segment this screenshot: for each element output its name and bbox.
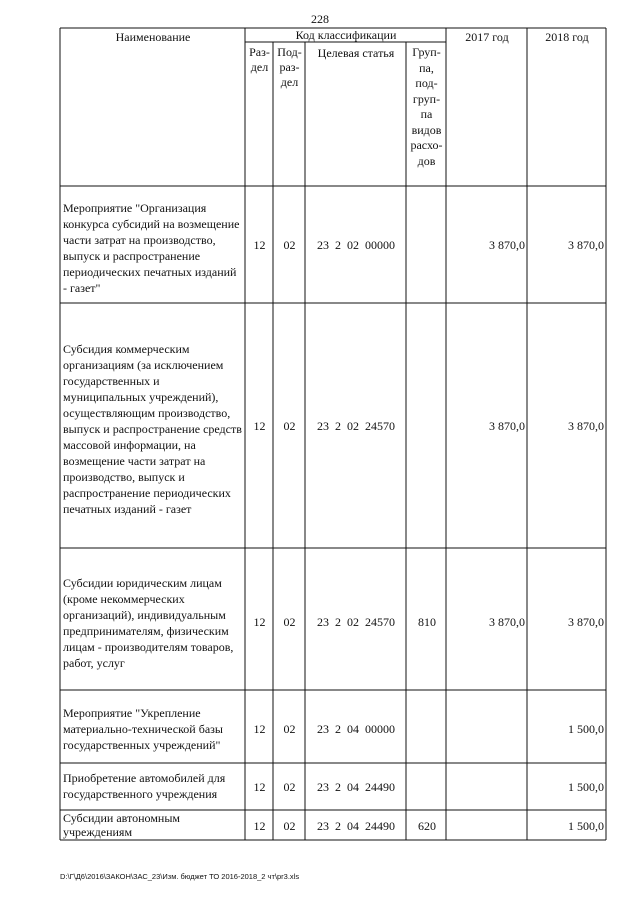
row-3-expense-group: 810	[418, 615, 436, 629]
row-2-target-article: 23 2 02 24570	[317, 419, 395, 433]
row-2-2017: 3 870,0	[489, 419, 525, 433]
row-4-podrazdel: 02	[283, 722, 296, 736]
row-4-name: Мероприятие "Укрепление материально-технической базы государственных учреждений"	[63, 706, 223, 752]
row-3-target-article: 23 2 02 24570	[317, 615, 395, 629]
file-path-footer: D:\Г\Д6\2016\ЗАКОН\ЗАС_23\Изм. бюджет ТО 2016-2018_2 чт\pr3.xls	[60, 872, 300, 881]
row-6-podrazdel: 02	[283, 819, 296, 833]
header-year-2018: 2018 год	[545, 30, 589, 44]
row-2-podrazdel: 02	[283, 419, 296, 433]
row-1-2017: 3 870,0	[489, 238, 525, 252]
row-3-2017: 3 870,0	[489, 615, 525, 629]
row-5-name: Приобретение автомобилей для государственного учреждения	[63, 771, 226, 801]
header-podrazdel: Под- раз- дел	[277, 45, 302, 89]
row-2-name: Субсидия коммерческим организациям (за исключением государственных и муниципальных учреждений), осуществляющим производство, выпуск и распространение средств массовой информации, на возмещение части затрат на производство, выпуск и распространение периодических печатных изданий - газет	[63, 342, 242, 516]
row-2-2018: 3 870,0	[568, 419, 604, 433]
row-5-2018: 1 500,0	[568, 780, 604, 794]
row-4-target-article: 23 2 04 00000	[317, 722, 395, 736]
row-3-2018: 3 870,0	[568, 615, 604, 629]
header-name: Наименование	[115, 30, 191, 44]
row-4-razdel: 12	[253, 722, 266, 736]
row-1-target-article: 23 2 02 00000	[317, 238, 395, 252]
header-year-2017: 2017 год	[465, 30, 509, 44]
row-4-2018: 1 500,0	[568, 722, 604, 736]
row-1-podrazdel: 02	[283, 238, 296, 252]
row-6-name: Субсидии автономным учреждениям	[63, 811, 180, 839]
row-2-razdel: 12	[253, 419, 266, 433]
row-3-razdel: 12	[253, 615, 266, 629]
row-6-target-article: 23 2 04 24490	[317, 819, 395, 833]
row-5-target-article: 23 2 04 24490	[317, 780, 395, 794]
row-5-razdel: 12	[253, 780, 266, 794]
row-6-2018: 1 500,0	[568, 819, 604, 833]
header-target-article: Целевая статья	[317, 46, 395, 60]
row-1-razdel: 12	[253, 238, 266, 252]
header-expense-group: Груп- па, под- груп- па видов расхо- дов	[410, 45, 443, 168]
header-razdel: Раз- дел	[249, 45, 270, 74]
row-6-expense-group: 620	[418, 819, 436, 833]
page-number: 228	[311, 12, 329, 26]
row-5-podrazdel: 02	[283, 780, 296, 794]
row-6-razdel: 12	[253, 819, 266, 833]
row-1-2018: 3 870,0	[568, 238, 604, 252]
row-1-name: Мероприятие "Организация конкурса субсидий на возмещение части затрат на производство, выпуск и распространение периодических печатных изданий - газет"	[63, 201, 240, 295]
header-code-group: Код классификации	[295, 28, 397, 42]
row-3-podrazdel: 02	[283, 615, 296, 629]
row-3-name: Субсидии юридическим лицам (кроме некоммерческих организаций), индивидуальным предпринимателям, физическим лицам - производителям товаров, работ, услуг	[63, 576, 234, 670]
